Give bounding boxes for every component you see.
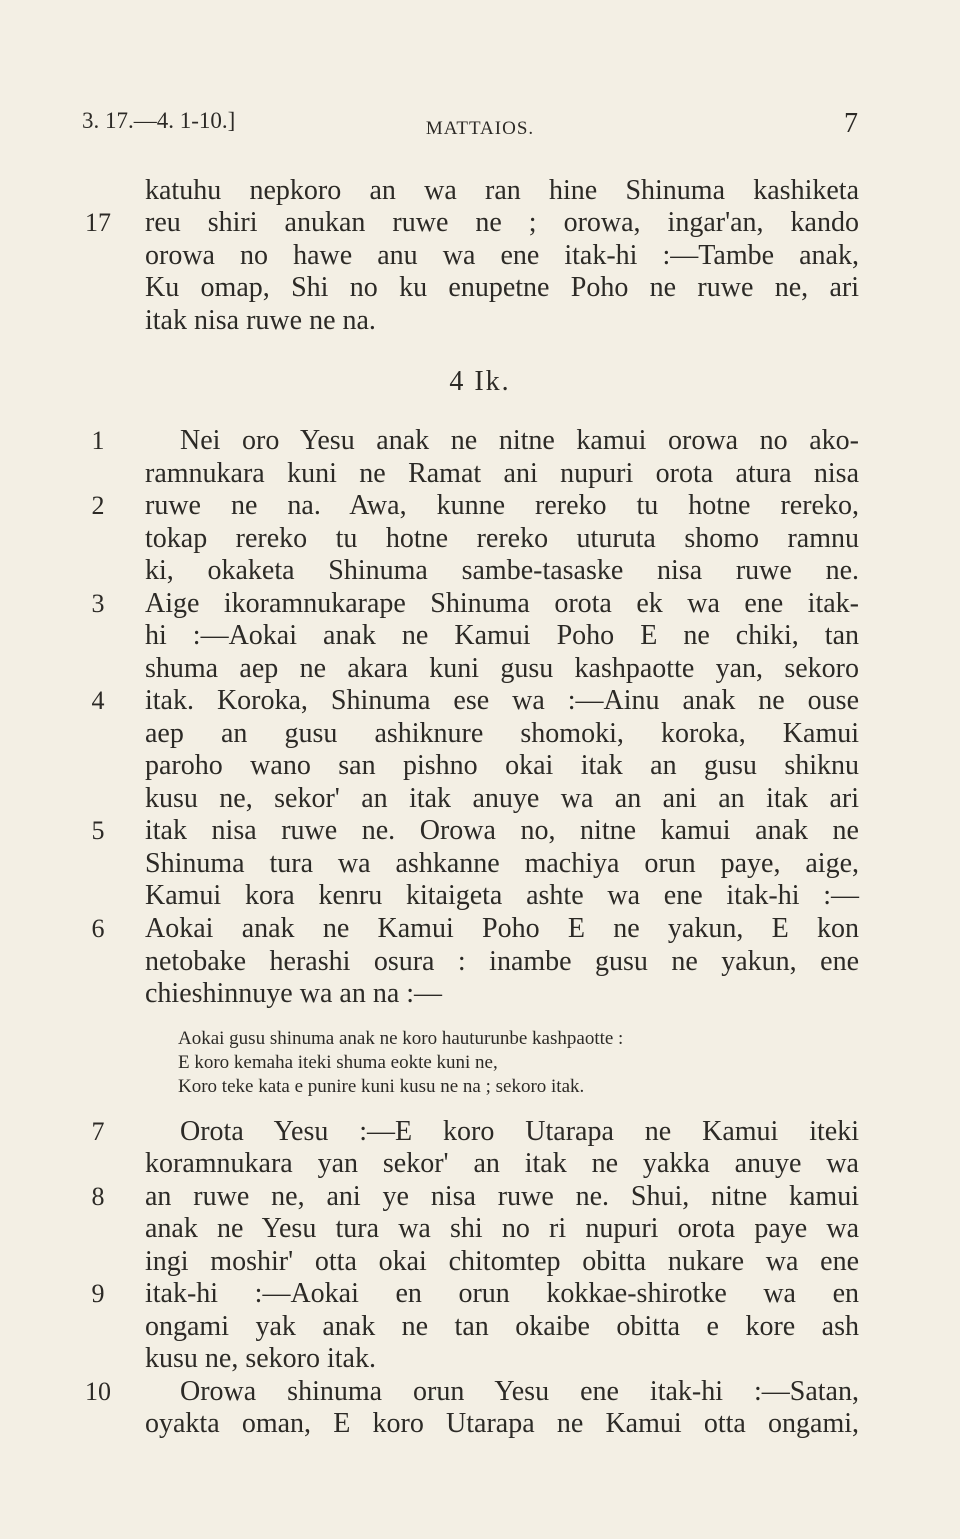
- text-line: ruwe ne na. Awa, kunne rereko tu hotne rereko,: [145, 490, 859, 521]
- text-line: Nei oro Yesu anak ne nitne kamui orowa no ako-: [180, 425, 859, 456]
- text-line: itak-hi :—Aokai en orun kokkae-shirotke wa en: [145, 1278, 859, 1309]
- text-line: Shinuma tura wa ashkanne machiya orun paye, aige,: [145, 848, 859, 879]
- book-title: MATTAIOS.: [425, 118, 535, 139]
- quote-line: E koro kemaha iteki shuma eokte kuni ne,: [178, 1052, 498, 1073]
- text-line: orowa no hawe anu wa ene itak-hi :—Tambe anak,: [145, 240, 859, 271]
- text-line: ongami yak anak ne tan okaibe obitta e kore ash: [145, 1311, 859, 1342]
- text-line: itak nisa ruwe ne. Orowa no, nitne kamui anak ne: [145, 815, 859, 846]
- text-line: aep an gusu ashiknure shomoki, koroka, Kamui: [145, 718, 859, 749]
- verse-number: 1: [91, 426, 105, 455]
- text-line: hi :—Aokai anak ne Kamui Poho E ne chiki, tan: [145, 620, 859, 651]
- text-line: itak. Koroka, Shinuma ese wa :—Ainu anak ne ouse: [145, 685, 859, 716]
- text-line: paroho wano san pishno okai itak an gusu shiknu: [145, 750, 859, 781]
- text-line: reu shiri anukan ruwe ne ; orowa, ingar'an, kando: [145, 207, 859, 238]
- quote-line: Koro teke kata e punire kuni kusu ne na ; sekoro itak.: [178, 1076, 585, 1097]
- text-line: itak nisa ruwe ne na.: [145, 305, 376, 336]
- text-line: kusu ne, sekor' an itak anuye wa an ani an itak ari: [145, 783, 859, 814]
- chapter-heading: 4 Ik.: [449, 366, 511, 397]
- text-line: oyakta oman, E koro Utarapa ne Kamui otta ongami,: [145, 1408, 859, 1439]
- text-line: chieshinnuye wa an na :—: [145, 978, 443, 1009]
- text-line: ingi moshir' otta okai chitomtep obitta nukare wa ene: [145, 1246, 859, 1277]
- verse-number: 4: [91, 686, 105, 715]
- text-line: kusu ne, sekoro itak.: [145, 1343, 376, 1374]
- verse-number: 3: [91, 589, 105, 618]
- text-line: Aige ikoramnukarape Shinuma orota ek wa ene itak-: [145, 588, 859, 619]
- text-line: netobake herashi osura : inambe gusu ne yakun, ene: [145, 946, 859, 977]
- text-line: Orowa shinuma orun Yesu ene itak-hi :—Satan,: [180, 1376, 859, 1407]
- text-line: Orota Yesu :—E koro Utarapa ne Kamui iteki: [180, 1116, 859, 1147]
- verse-number: 2: [91, 491, 105, 520]
- chapter-verse-reference: 3. 17.—4. 1-10.]: [82, 108, 236, 133]
- verse-number: 8: [91, 1182, 105, 1211]
- text-line: anak ne Yesu tura wa shi no ri nupuri orota paye wa: [145, 1213, 859, 1244]
- verse-number: 9: [91, 1279, 105, 1308]
- text-line: Kamui kora kenru kitaigeta ashte wa ene itak-hi :—: [145, 880, 859, 911]
- text-line: ki, okaketa Shinuma sambe-tasaske nisa ruwe ne.: [145, 555, 859, 586]
- text-line: shuma aep ne akara kuni gusu kashpaotte yan, sekoro: [145, 653, 859, 684]
- text-line: an ruwe ne, ani ye nisa ruwe ne. Shui, nitne kamui: [145, 1181, 859, 1212]
- text-line: ramnukara kuni ne Ramat ani nupuri orota atura nisa: [145, 458, 859, 489]
- verse-number: 5: [91, 816, 105, 845]
- text-line: koramnukara yan sekor' an itak ne yakka anuye wa: [145, 1148, 859, 1179]
- running-header: [0, 108, 960, 148]
- text-line: tokap rereko tu hotne rereko uturuta shomo ramnu: [145, 523, 859, 554]
- verse-number: 10: [85, 1377, 111, 1406]
- text-line: Aokai anak ne Kamui Poho E ne yakun, E kon: [145, 913, 859, 944]
- verse-number: 17: [85, 208, 111, 237]
- verse-number: 7: [91, 1117, 105, 1146]
- verse-number: 6: [91, 914, 105, 943]
- text-line: Ku omap, Shi no ku enupetne Poho ne ruwe ne, ari: [145, 272, 859, 303]
- text-line: katuhu nepkoro an wa ran hine Shinuma kashiketa: [145, 175, 859, 206]
- quote-line: Aokai gusu shinuma anak ne koro hauturunbe kashpaotte :: [178, 1028, 624, 1049]
- page-number: 7: [844, 108, 858, 139]
